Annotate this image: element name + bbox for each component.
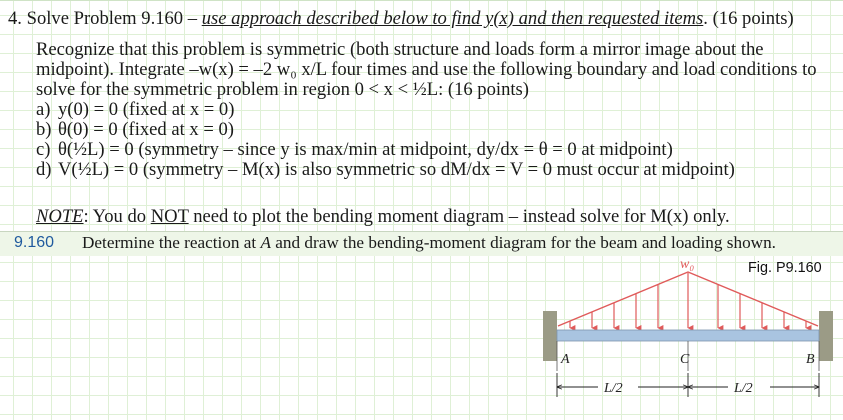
problem-text-post: and draw the bending-moment diagram for the beam and loading shown. [270,233,776,252]
question-points: . (16 points) [703,8,794,29]
condition-label: a) [36,99,51,120]
condition-d [36,160,836,180]
condition-label: b) [36,119,52,140]
condition-text: θ(½L) = 0 (symmetry – since y is max/min at midpoint, dy/dx = θ = 0 at midpoint) [58,139,673,160]
note-label: NOTE [36,206,84,227]
note-not: NOT [150,206,189,227]
condition-text: θ(0) = 0 (fixed at x = 0) [58,119,234,140]
load-arrows [570,273,806,328]
condition-a [36,100,836,120]
question-approach-link: use approach described below to find y(x) and then requested items [201,8,704,29]
wall-left [543,311,557,361]
beam-figure [540,255,843,420]
dim-right-label: L/2 [734,381,753,396]
question-number: 4. [8,8,22,29]
figure-label: Fig. P9.160 [748,260,822,276]
point-c-label: C [680,352,690,367]
question-title [8,8,794,30]
note-pre: : You do [83,206,151,227]
problem-number: 9.160 [14,234,55,251]
note [36,206,730,228]
point-b-label: B [806,352,815,367]
question-intro: Solve Problem 9.160 – [26,8,198,29]
condition-text: y(0) = 0 (fixed at x = 0) [58,99,235,120]
load-label: w₀ [680,257,695,272]
problem-statement [82,233,776,253]
instructions [36,40,836,180]
condition-text: V(½L) = 0 (symmetry – M(x) is also symmetric so dM/dx = V = 0 must occur at midpoint) [58,159,735,180]
conditions-list [36,100,836,180]
point-a-label: A [561,352,570,367]
beam [557,330,819,341]
instructions-paragraph: Recognize that this problem is symmetric (both structure and loads form a mirror image about the midpoint). Integrate –w(x) = –2 w₀ x/L four times and use the following boundary and load conditions to solve for the symmetric problem in region 0 < x < ½L: (16 points) [36,39,817,100]
problem-text-a: A [260,233,271,252]
problem-text-pre: Determine the reaction at [82,233,261,252]
condition-label: c) [36,139,51,160]
dim-left-label: L/2 [604,381,623,396]
wall-right [819,311,833,361]
condition-label: d) [36,159,52,180]
condition-b [36,120,836,140]
top-rule [0,0,843,1]
condition-c [36,140,836,160]
note-post: need to plot the bending moment diagram – instead solve for M(x) only. [188,206,730,227]
